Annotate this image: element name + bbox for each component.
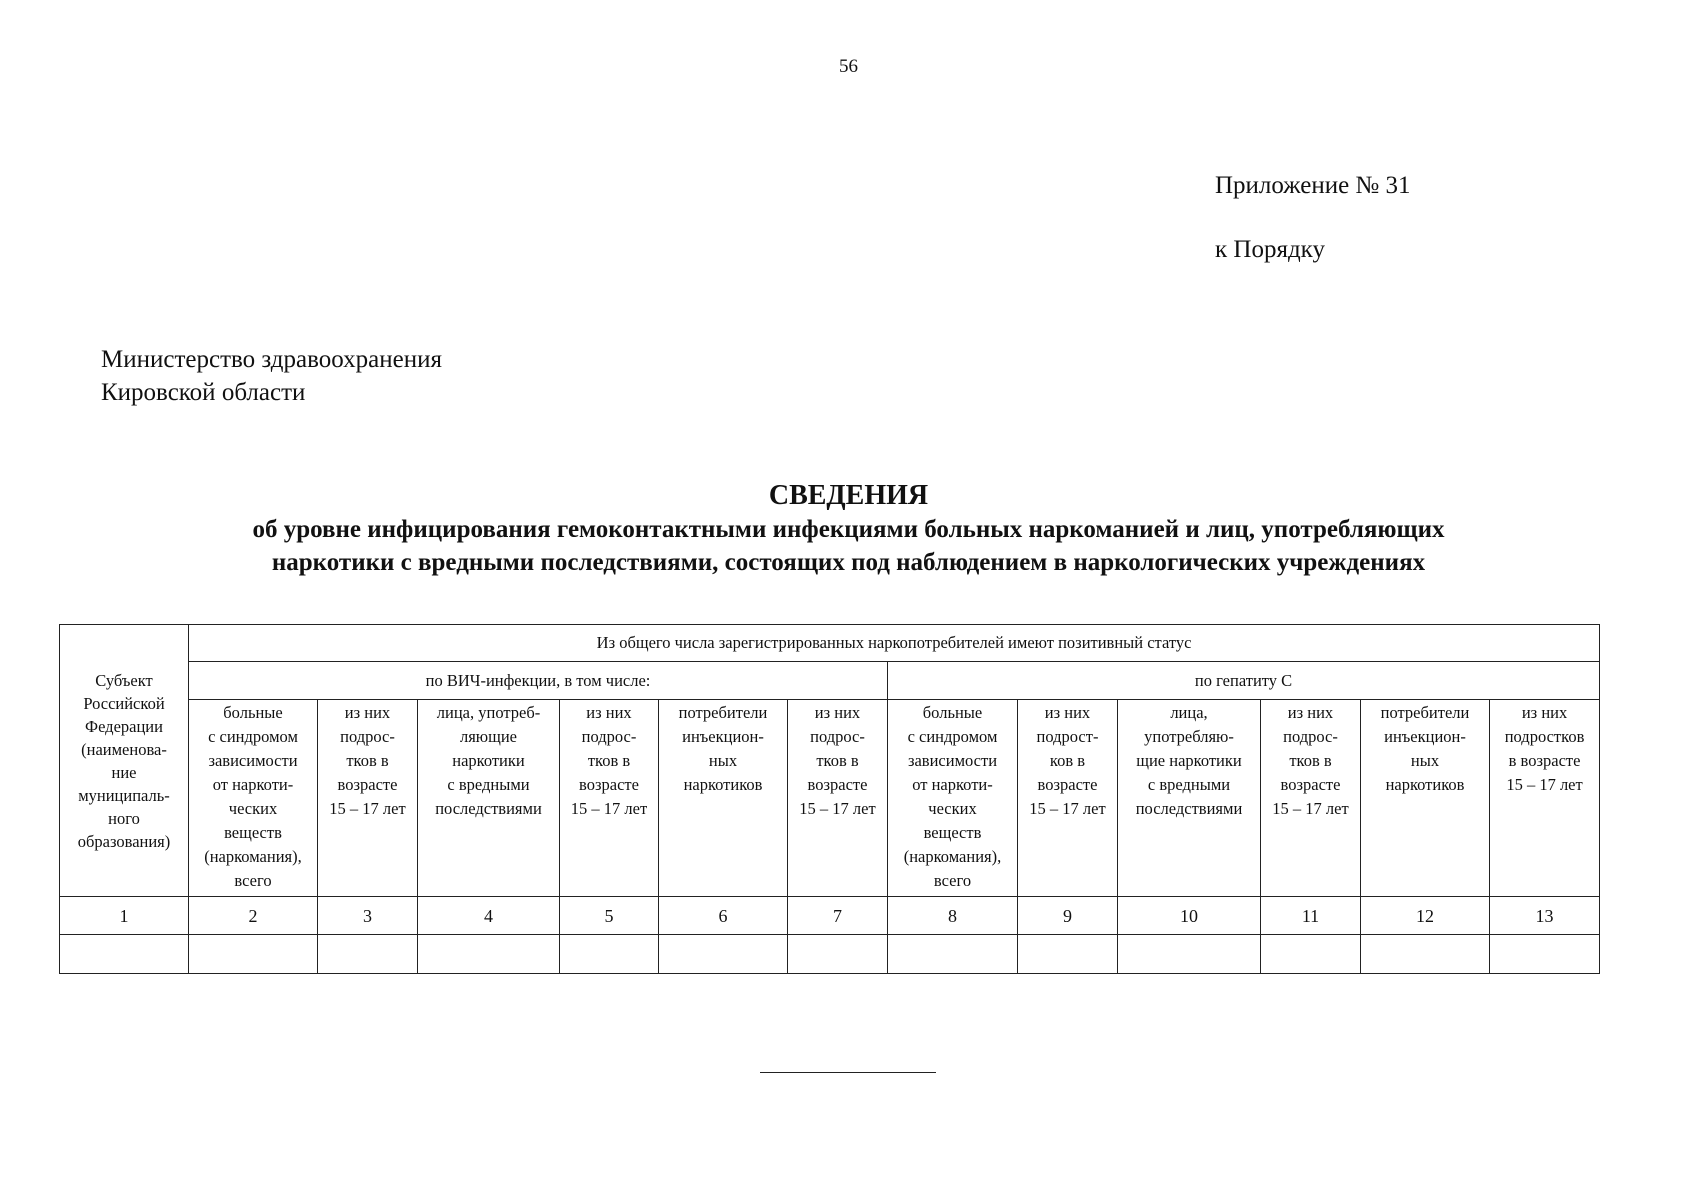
column-number: 5 <box>560 897 659 935</box>
subtitle-line-1: об уровне инфицирования гемоконтактными инфекциями больных наркоманией и лиц, употребляющих <box>252 516 1445 543</box>
data-cell <box>659 935 788 974</box>
data-cell <box>1261 935 1361 974</box>
column-number: 2 <box>189 897 318 935</box>
column-number: 13 <box>1490 897 1600 935</box>
ministry-line-2: Кировской области <box>101 379 306 406</box>
column-header: из них подрос- тков в возрасте 15 – 17 лет <box>1261 700 1361 897</box>
column-header: из них подрост- ков в возрасте 15 – 17 лет <box>1018 700 1118 897</box>
data-cell <box>1490 935 1600 974</box>
column-number: 1 <box>60 897 189 935</box>
subtitle-line-2: наркотики с вредными последствиями, состоящих под наблюдением в наркологических учреждениях <box>271 549 1426 576</box>
column-header: больные с синдромом зависимости от наркоти- ческих веществ (наркомания), всего <box>189 700 318 897</box>
column-header: потребители инъекцион- ных наркотиков <box>1361 700 1490 897</box>
footer-divider <box>760 1072 936 1073</box>
data-cell <box>189 935 318 974</box>
data-cell <box>888 935 1018 974</box>
column-number: 8 <box>888 897 1018 935</box>
column-header: лица, употреб- ляющие наркотики с вредными последствиями <box>418 700 560 897</box>
appendix-number: Приложение № 31 <box>1215 172 1411 199</box>
appendix-reference: к Порядку <box>1215 236 1325 263</box>
column-number: 6 <box>659 897 788 935</box>
column-header: потребители инъекцион- ных наркотиков <box>659 700 788 897</box>
column-number: 3 <box>318 897 418 935</box>
data-cell <box>560 935 659 974</box>
data-cell <box>1361 935 1490 974</box>
column-number: 9 <box>1018 897 1118 935</box>
page-number: 56 <box>839 56 858 77</box>
hepatitis-c-group-header: по гепатиту С <box>888 662 1600 700</box>
document-title: СВЕДЕНИЯ <box>768 480 929 511</box>
positive-status-header: Из общего числа зарегистрированных наркопотребителей имеют позитивный статус <box>189 625 1600 662</box>
column-header: лица, употребляю- щие наркотики с вредными последствиями <box>1118 700 1261 897</box>
data-cell <box>318 935 418 974</box>
data-cell <box>1118 935 1261 974</box>
subject-header: Субъект Российской Федерации (наименова- ние муниципаль- ного образования) <box>60 625 189 897</box>
column-number: 10 <box>1118 897 1261 935</box>
column-number: 12 <box>1361 897 1490 935</box>
data-cell <box>1018 935 1118 974</box>
ministry-line-1: Министерство здравоохранения <box>101 346 442 373</box>
data-cell <box>418 935 560 974</box>
column-number: 11 <box>1261 897 1361 935</box>
ministry-block <box>101 343 442 409</box>
column-number: 7 <box>788 897 888 935</box>
column-header: из них подрос- тков в возрасте 15 – 17 лет <box>788 700 888 897</box>
data-cell <box>60 935 189 974</box>
document-subtitle <box>0 513 1697 579</box>
report-form-table <box>59 624 1600 974</box>
column-header: из них подрос- тков в возрасте 15 – 17 лет <box>560 700 659 897</box>
column-header: из них подрос- тков в возрасте 15 – 17 лет <box>318 700 418 897</box>
data-cell <box>788 935 888 974</box>
hiv-group-header: по ВИЧ-инфекции, в том числе: <box>189 662 888 700</box>
column-header: больные с синдромом зависимости от наркоти- ческих веществ (наркомания), всего <box>888 700 1018 897</box>
column-header: из них подростков в возрасте 15 – 17 лет <box>1490 700 1600 897</box>
column-number: 4 <box>418 897 560 935</box>
